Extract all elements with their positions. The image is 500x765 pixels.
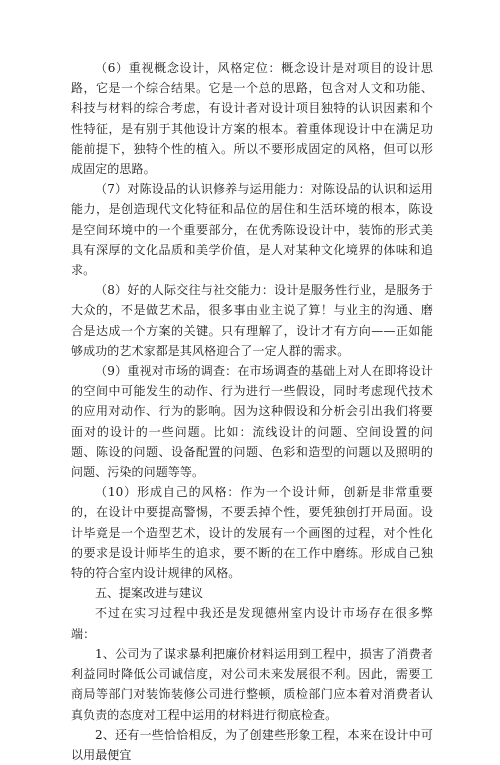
intro-paragraph: 不过在实习过程中我还是发现德州室内设计市场存在很多弊端： — [71, 606, 433, 641]
section-heading: 五、提案改进与建议 — [95, 586, 204, 601]
paragraph-7: （7）对陈设品的认识修养与运用能力：对陈设品的认识和运用能力，是创造现代文化特征和品位的居住和生活环境的根本，陈设是空间环境中的一个重要部分，在优秀陈设设计中，装饰的形式美具有深厚的文化品质和美学价值，是人对某种文化境界的体味和追求。 — [71, 182, 433, 278]
paragraph-9: （9）重视对市场的调查：在市场调查的基础上对人在即将设计的空间中可能发生的动作、行为进行一些假设，同时考虑现代技术的应用对动作、行为的影响。因为这种假设和分析会引出我们将要面对的设计的一些问题。比如：流线设计的问题、空间设置的问题、陈设的问题、设备配置的问题、色彩和造型的问题以及照明的问题、污染的问题等等。 — [71, 364, 433, 480]
paragraph-6: （6）重视概念设计，风格定位：概念设计是对项目的设计思路，它是一个综合结果。它是一个总的思路，包含对人文和功能、科技与材料的综合考虑，有设计者对设计项目独特的认识因素和个性特征，是有别于其他设计方案的根本。着重体现设计中在满足功能前提下，独特个性的植入。所以不要形成固定的风格，但可以形成固定的思路。 — [71, 61, 433, 177]
paragraph-10: （10）形成自己的风格：作为一个设计师，创新是非常重要的，在设计中要提高警惕，不要丢掉个性，要凭独创打开局面。设计毕竟是一个造型艺术，设计的发展有一个画图的过程，对个性化的要求是设计师毕生的追求，要不断的在工作中磨练。形成自己独特的符合室内设计规律的风格。 — [71, 485, 433, 581]
list-item-2: 2、还有一些恰恰相反，为了创建些形象工程，本来在设计中可以用最便宜 — [71, 727, 433, 762]
paragraph-8: （8）好的人际交往与社交能力：设计是服务性行业，是服务于大众的，不是做艺术品，很多事由业主说了算！与业主的沟通、磨合是达成一个方案的关键。只有理解了，设计才有方向——正如能够成功的艺术家都是其风格迎合了一定人群的需求。 — [71, 283, 433, 358]
list-item-1: 1、公司为了谋求暴利把廉价材料运用到工程中，损害了消费者利益同时降低公司诚信度，对公司未来发展很不利。因此，需要工商局等部门对装饰装修公司进行整顿，质检部门应本着对消费者认真负责的态度对工程中运用的材料进行彻底检查。 — [71, 646, 433, 722]
document-page — [71, 58, 433, 765]
